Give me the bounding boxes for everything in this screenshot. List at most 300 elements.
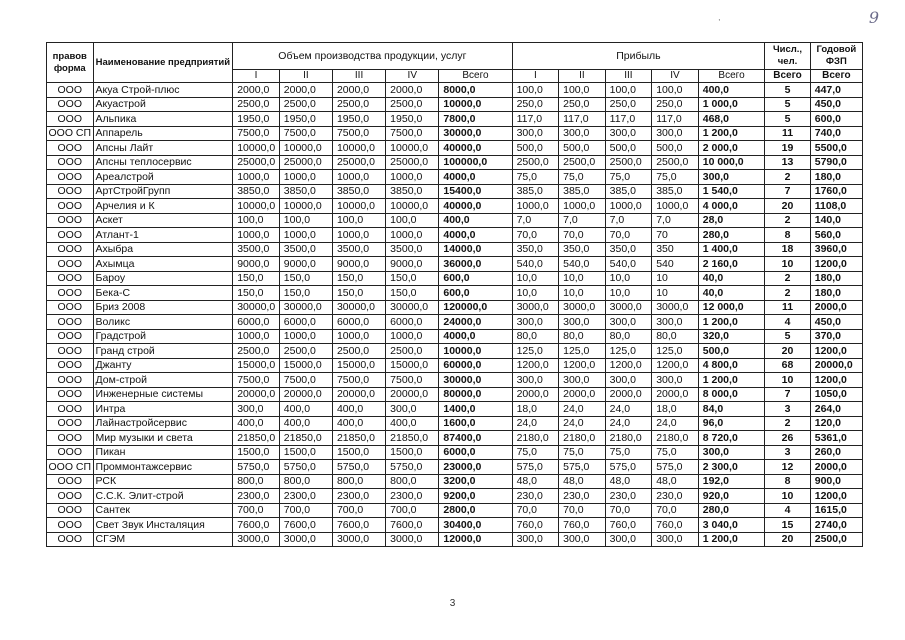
cell-volume-total: 9200,0 — [439, 489, 512, 504]
cell-volume-q1: 20000,0 — [233, 387, 280, 402]
cell-volume-q4: 800,0 — [386, 474, 439, 489]
header-volume: Объем производства продукции, услуг — [233, 43, 512, 70]
cell-volume-q3: 25000,0 — [332, 155, 385, 170]
cell-profit-q3: 2500,0 — [605, 155, 652, 170]
cell-employees: 5 — [765, 329, 810, 344]
cell-form: ООО — [47, 300, 94, 315]
cell-volume-q2: 20000,0 — [279, 387, 332, 402]
cell-volume-q3: 150,0 — [332, 286, 385, 301]
cell-volume-q2: 100,0 — [279, 213, 332, 228]
cell-profit-q3: 80,0 — [605, 329, 652, 344]
cell-volume-total: 4000,0 — [439, 228, 512, 243]
table-body — [47, 83, 863, 547]
cell-form: ООО — [47, 286, 94, 301]
cell-name: РСК — [93, 474, 233, 489]
cell-name: Пикан — [93, 445, 233, 460]
cell-name: Ареалстрой — [93, 170, 233, 185]
cell-payroll: 5790,0 — [810, 155, 862, 170]
cell-volume-q3: 700,0 — [332, 503, 385, 518]
cell-profit-q2: 300,0 — [559, 373, 606, 388]
cell-volume-total: 600,0 — [439, 286, 512, 301]
cell-profit-q3: 100,0 — [605, 83, 652, 98]
cell-profit-q3: 48,0 — [605, 474, 652, 489]
cell-employees: 7 — [765, 387, 810, 402]
cell-payroll: 450,0 — [810, 97, 862, 112]
cell-profit-total: 1 200,0 — [698, 315, 765, 330]
cell-name: Атлант-1 — [93, 228, 233, 243]
cell-profit-q1: 2000,0 — [512, 387, 559, 402]
cell-form: ООО — [47, 329, 94, 344]
cell-employees: 20 — [765, 532, 810, 547]
cell-profit-q4: 48,0 — [652, 474, 699, 489]
cell-profit-total: 2 300,0 — [698, 460, 765, 475]
cell-profit-q4: 500,0 — [652, 141, 699, 156]
cell-profit-q4: 70 — [652, 228, 699, 243]
cell-volume-q3: 1000,0 — [332, 329, 385, 344]
table-row — [47, 126, 863, 141]
cell-profit-q1: 1200,0 — [512, 358, 559, 373]
cell-profit-q1: 10,0 — [512, 286, 559, 301]
cell-volume-q2: 7500,0 — [279, 373, 332, 388]
cell-profit-q2: 70,0 — [559, 503, 606, 518]
cell-profit-total: 12 000,0 — [698, 300, 765, 315]
cell-profit-q3: 3000,0 — [605, 300, 652, 315]
cell-volume-q1: 100,0 — [233, 213, 280, 228]
cell-volume-q2: 7600,0 — [279, 518, 332, 533]
table-row — [47, 228, 863, 243]
cell-name: Акуастрой — [93, 97, 233, 112]
cell-profit-q3: 1200,0 — [605, 358, 652, 373]
cell-profit-q3: 70,0 — [605, 228, 652, 243]
cell-volume-q2: 30000,0 — [279, 300, 332, 315]
table-row — [47, 474, 863, 489]
cell-volume-q1: 1000,0 — [233, 228, 280, 243]
cell-volume-q1: 2500,0 — [233, 97, 280, 112]
cell-name: Ахыбра — [93, 242, 233, 257]
page-number: 3 — [449, 598, 456, 609]
cell-form: ООО — [47, 257, 94, 272]
cell-profit-total: 280,0 — [698, 228, 765, 243]
cell-volume-q1: 1500,0 — [233, 445, 280, 460]
cell-volume-q2: 7500,0 — [279, 126, 332, 141]
cell-employees: 20 — [765, 344, 810, 359]
cell-profit-q1: 10,0 — [512, 271, 559, 286]
cell-profit-total: 3 040,0 — [698, 518, 765, 533]
cell-employees: 19 — [765, 141, 810, 156]
cell-employees: 5 — [765, 83, 810, 98]
cell-profit-q2: 230,0 — [559, 489, 606, 504]
cell-form: ООО — [47, 431, 94, 446]
cell-form: ООО — [47, 213, 94, 228]
cell-volume-q3: 10000,0 — [332, 141, 385, 156]
cell-volume-q2: 2500,0 — [279, 344, 332, 359]
cell-payroll: 20000,0 — [810, 358, 862, 373]
cell-volume-q1: 15000,0 — [233, 358, 280, 373]
cell-volume-q4: 150,0 — [386, 271, 439, 286]
table-row — [47, 199, 863, 214]
cell-volume-q3: 800,0 — [332, 474, 385, 489]
cell-volume-q3: 7500,0 — [332, 126, 385, 141]
cell-volume-q2: 150,0 — [279, 286, 332, 301]
cell-volume-total: 60000,0 — [439, 358, 512, 373]
cell-volume-total: 14000,0 — [439, 242, 512, 257]
cell-profit-q4: 575,0 — [652, 460, 699, 475]
cell-volume-q2: 1000,0 — [279, 228, 332, 243]
header-profit-q4: IV — [652, 70, 699, 83]
cell-profit-total: 468,0 — [698, 112, 765, 127]
cell-profit-total: 28,0 — [698, 213, 765, 228]
cell-volume-q1: 400,0 — [233, 416, 280, 431]
cell-profit-q1: 2500,0 — [512, 155, 559, 170]
cell-profit-total: 300,0 — [698, 445, 765, 460]
cell-volume-q1: 3500,0 — [233, 242, 280, 257]
cell-payroll: 1050,0 — [810, 387, 862, 402]
table-row — [47, 532, 863, 547]
cell-form: ООО — [47, 242, 94, 257]
cell-payroll: 600,0 — [810, 112, 862, 127]
cell-form: ООО — [47, 489, 94, 504]
cell-profit-total: 2 160,0 — [698, 257, 765, 272]
cell-name: Джанту — [93, 358, 233, 373]
cell-form: ООО — [47, 315, 94, 330]
cell-payroll: 1200,0 — [810, 344, 862, 359]
table-row — [47, 431, 863, 446]
cell-name: Дом-строй — [93, 373, 233, 388]
cell-name: С.С.К. Элит-строй — [93, 489, 233, 504]
cell-profit-q3: 24,0 — [605, 416, 652, 431]
cell-volume-q3: 400,0 — [332, 402, 385, 417]
cell-profit-q2: 48,0 — [559, 474, 606, 489]
cell-profit-q3: 300,0 — [605, 532, 652, 547]
table-row — [47, 257, 863, 272]
cell-volume-q2: 2500,0 — [279, 97, 332, 112]
cell-profit-q4: 300,0 — [652, 126, 699, 141]
cell-name: Свет Звук Инсталяция — [93, 518, 233, 533]
header-profit-q2: II — [559, 70, 606, 83]
cell-volume-q2: 15000,0 — [279, 358, 332, 373]
cell-profit-q1: 75,0 — [512, 170, 559, 185]
cell-volume-total: 120000,0 — [439, 300, 512, 315]
cell-profit-total: 84,0 — [698, 402, 765, 417]
cell-volume-q2: 6000,0 — [279, 315, 332, 330]
cell-profit-q1: 575,0 — [512, 460, 559, 475]
cell-profit-q2: 1000,0 — [559, 199, 606, 214]
cell-employees: 8 — [765, 474, 810, 489]
cell-profit-q4: 75,0 — [652, 445, 699, 460]
cell-name: СГЭМ — [93, 532, 233, 547]
cell-volume-q2: 700,0 — [279, 503, 332, 518]
table-row — [47, 300, 863, 315]
table-row — [47, 213, 863, 228]
cell-volume-q4: 6000,0 — [386, 315, 439, 330]
cell-form: ООО — [47, 416, 94, 431]
cell-profit-q3: 500,0 — [605, 141, 652, 156]
cell-volume-q1: 5750,0 — [233, 460, 280, 475]
cell-volume-q2: 2000,0 — [279, 83, 332, 98]
cell-profit-q2: 575,0 — [559, 460, 606, 475]
cell-profit-total: 280,0 — [698, 503, 765, 518]
cell-volume-q4: 7600,0 — [386, 518, 439, 533]
cell-profit-q1: 100,0 — [512, 83, 559, 98]
cell-profit-q4: 760,0 — [652, 518, 699, 533]
cell-profit-q1: 385,0 — [512, 184, 559, 199]
cell-employees: 2 — [765, 286, 810, 301]
cell-volume-q1: 700,0 — [233, 503, 280, 518]
header-volume-q2: II — [279, 70, 332, 83]
cell-volume-q1: 1000,0 — [233, 329, 280, 344]
cell-profit-q1: 70,0 — [512, 503, 559, 518]
cell-profit-q3: 117,0 — [605, 112, 652, 127]
table-row — [47, 460, 863, 475]
cell-volume-total: 3200,0 — [439, 474, 512, 489]
cell-volume-q1: 2500,0 — [233, 344, 280, 359]
cell-employees: 11 — [765, 300, 810, 315]
cell-profit-total: 2 000,0 — [698, 141, 765, 156]
cell-name: Сантек — [93, 503, 233, 518]
cell-profit-q4: 117,0 — [652, 112, 699, 127]
cell-profit-q2: 2000,0 — [559, 387, 606, 402]
table-row — [47, 329, 863, 344]
cell-profit-q2: 3000,0 — [559, 300, 606, 315]
cell-volume-q4: 25000,0 — [386, 155, 439, 170]
cell-name: Бриз 2008 — [93, 300, 233, 315]
cell-volume-q2: 3000,0 — [279, 532, 332, 547]
cell-employees: 10 — [765, 257, 810, 272]
cell-volume-q1: 3000,0 — [233, 532, 280, 547]
cell-volume-q2: 2300,0 — [279, 489, 332, 504]
cell-volume-q3: 2500,0 — [332, 344, 385, 359]
cell-volume-q4: 10000,0 — [386, 141, 439, 156]
handwritten-page-mark: 9 — [868, 8, 879, 27]
cell-payroll: 180,0 — [810, 271, 862, 286]
cell-profit-q4: 7,0 — [652, 213, 699, 228]
cell-volume-q3: 5750,0 — [332, 460, 385, 475]
cell-volume-q4: 1000,0 — [386, 329, 439, 344]
cell-volume-q3: 100,0 — [332, 213, 385, 228]
cell-payroll: 1200,0 — [810, 257, 862, 272]
cell-profit-total: 4 800,0 — [698, 358, 765, 373]
cell-profit-q1: 24,0 — [512, 416, 559, 431]
cell-profit-q2: 540,0 — [559, 257, 606, 272]
cell-profit-q2: 250,0 — [559, 97, 606, 112]
cell-volume-q4: 3850,0 — [386, 184, 439, 199]
cell-profit-q1: 1000,0 — [512, 199, 559, 214]
cell-payroll: 260,0 — [810, 445, 862, 460]
cell-profit-q1: 300,0 — [512, 315, 559, 330]
cell-profit-q3: 250,0 — [605, 97, 652, 112]
cell-profit-q4: 125,0 — [652, 344, 699, 359]
cell-name: Воликс — [93, 315, 233, 330]
cell-volume-q2: 9000,0 — [279, 257, 332, 272]
cell-volume-q3: 21850,0 — [332, 431, 385, 446]
cell-payroll: 264,0 — [810, 402, 862, 417]
cell-form: ООО — [47, 518, 94, 533]
cell-volume-q4: 1000,0 — [386, 228, 439, 243]
table-row — [47, 387, 863, 402]
cell-volume-total: 4000,0 — [439, 329, 512, 344]
cell-profit-q4: 10 — [652, 286, 699, 301]
cell-volume-q1: 30000,0 — [233, 300, 280, 315]
cell-form: ООО — [47, 112, 94, 127]
header-payroll-total: Всего — [810, 70, 862, 83]
cell-form: ООО — [47, 83, 94, 98]
cell-name: Акуа Строй-плюс — [93, 83, 233, 98]
cell-profit-q4: 1200,0 — [652, 358, 699, 373]
cell-profit-total: 96,0 — [698, 416, 765, 431]
cell-profit-total: 8 720,0 — [698, 431, 765, 446]
cell-payroll: 120,0 — [810, 416, 862, 431]
cell-volume-q3: 20000,0 — [332, 387, 385, 402]
cell-volume-q1: 300,0 — [233, 402, 280, 417]
cell-volume-q3: 7500,0 — [332, 373, 385, 388]
cell-form: ООО — [47, 228, 94, 243]
cell-profit-total: 1 200,0 — [698, 532, 765, 547]
cell-profit-q1: 7,0 — [512, 213, 559, 228]
cell-payroll: 3960,0 — [810, 242, 862, 257]
cell-profit-total: 1 540,0 — [698, 184, 765, 199]
cell-profit-q2: 350,0 — [559, 242, 606, 257]
cell-profit-q1: 18,0 — [512, 402, 559, 417]
cell-volume-total: 23000,0 — [439, 460, 512, 475]
cell-profit-total: 400,0 — [698, 83, 765, 98]
cell-volume-total: 30400,0 — [439, 518, 512, 533]
cell-volume-total: 40000,0 — [439, 141, 512, 156]
cell-profit-q4: 300,0 — [652, 373, 699, 388]
cell-profit-q2: 10,0 — [559, 271, 606, 286]
cell-name: Мир музыки и света — [93, 431, 233, 446]
cell-profit-q2: 75,0 — [559, 170, 606, 185]
header-volume-q4: IV — [386, 70, 439, 83]
cell-volume-q1: 150,0 — [233, 271, 280, 286]
cell-payroll: 2500,0 — [810, 532, 862, 547]
cell-volume-q3: 150,0 — [332, 271, 385, 286]
cell-profit-q2: 125,0 — [559, 344, 606, 359]
cell-profit-q1: 80,0 — [512, 329, 559, 344]
cell-profit-total: 320,0 — [698, 329, 765, 344]
cell-volume-q2: 400,0 — [279, 402, 332, 417]
cell-volume-q3: 3850,0 — [332, 184, 385, 199]
cell-volume-q4: 1500,0 — [386, 445, 439, 460]
cell-profit-q4: 100,0 — [652, 83, 699, 98]
cell-profit-q3: 75,0 — [605, 445, 652, 460]
cell-volume-q4: 1000,0 — [386, 170, 439, 185]
cell-profit-q2: 24,0 — [559, 402, 606, 417]
cell-payroll: 5361,0 — [810, 431, 862, 446]
cell-profit-q3: 10,0 — [605, 286, 652, 301]
cell-volume-q4: 20000,0 — [386, 387, 439, 402]
cell-volume-q2: 1950,0 — [279, 112, 332, 127]
cell-volume-q4: 700,0 — [386, 503, 439, 518]
cell-volume-q4: 7500,0 — [386, 126, 439, 141]
cell-volume-q2: 25000,0 — [279, 155, 332, 170]
header-employees-total: Всего — [765, 70, 810, 83]
cell-profit-q4: 300,0 — [652, 315, 699, 330]
cell-name: Градстрой — [93, 329, 233, 344]
cell-volume-q4: 2000,0 — [386, 83, 439, 98]
cell-profit-q1: 300,0 — [512, 373, 559, 388]
cell-profit-q3: 70,0 — [605, 503, 652, 518]
table-row — [47, 518, 863, 533]
cell-employees: 11 — [765, 126, 810, 141]
cell-profit-q4: 2500,0 — [652, 155, 699, 170]
cell-volume-q1: 7600,0 — [233, 518, 280, 533]
cell-profit-q1: 2180,0 — [512, 431, 559, 446]
cell-volume-total: 6000,0 — [439, 445, 512, 460]
cell-profit-q2: 385,0 — [559, 184, 606, 199]
cell-volume-q4: 300,0 — [386, 402, 439, 417]
cell-volume-q2: 1500,0 — [279, 445, 332, 460]
cell-volume-total: 4000,0 — [439, 170, 512, 185]
header-profit-q3: III — [605, 70, 652, 83]
cell-payroll: 560,0 — [810, 228, 862, 243]
cell-volume-q4: 2300,0 — [386, 489, 439, 504]
cell-volume-total: 12000,0 — [439, 532, 512, 547]
cell-profit-q3: 125,0 — [605, 344, 652, 359]
table-row — [47, 184, 863, 199]
cell-payroll: 1615,0 — [810, 503, 862, 518]
cell-volume-q1: 7500,0 — [233, 126, 280, 141]
cell-volume-q4: 7500,0 — [386, 373, 439, 388]
header-employees: Числ., чел. — [765, 43, 810, 70]
cell-volume-q1: 1000,0 — [233, 170, 280, 185]
cell-employees: 15 — [765, 518, 810, 533]
cell-employees: 5 — [765, 112, 810, 127]
cell-name: Альпика — [93, 112, 233, 127]
cell-profit-q2: 2500,0 — [559, 155, 606, 170]
cell-profit-q1: 125,0 — [512, 344, 559, 359]
cell-form: ООО — [47, 387, 94, 402]
cell-profit-q2: 300,0 — [559, 126, 606, 141]
cell-name: Интра — [93, 402, 233, 417]
cell-volume-q3: 1000,0 — [332, 170, 385, 185]
cell-volume-q2: 5750,0 — [279, 460, 332, 475]
cell-profit-q3: 575,0 — [605, 460, 652, 475]
cell-form: ООО СП — [48, 127, 92, 140]
cell-profit-q3: 7,0 — [605, 213, 652, 228]
cell-profit-q4: 300,0 — [652, 532, 699, 547]
cell-payroll: 1760,0 — [810, 184, 862, 199]
cell-profit-q3: 75,0 — [605, 170, 652, 185]
cell-profit-q2: 70,0 — [559, 228, 606, 243]
cell-payroll: 1200,0 — [810, 373, 862, 388]
cell-volume-q3: 10000,0 — [332, 199, 385, 214]
table-row — [47, 445, 863, 460]
cell-volume-total: 7800,0 — [439, 112, 512, 127]
cell-volume-q3: 1950,0 — [332, 112, 385, 127]
cell-profit-q2: 117,0 — [559, 112, 606, 127]
cell-profit-q1: 230,0 — [512, 489, 559, 504]
cell-employees: 4 — [765, 503, 810, 518]
cell-name: Аскет — [93, 213, 233, 228]
cell-volume-q2: 10000,0 — [279, 141, 332, 156]
cell-profit-q2: 500,0 — [559, 141, 606, 156]
table-row — [47, 141, 863, 156]
cell-volume-q2: 1000,0 — [279, 170, 332, 185]
cell-volume-q4: 100,0 — [386, 213, 439, 228]
cell-employees: 12 — [765, 460, 810, 475]
cell-profit-q1: 117,0 — [512, 112, 559, 127]
cell-profit-q3: 24,0 — [605, 402, 652, 417]
cell-volume-q1: 1950,0 — [233, 112, 280, 127]
cell-profit-q2: 80,0 — [559, 329, 606, 344]
cell-volume-q4: 10000,0 — [386, 199, 439, 214]
cell-profit-q4: 70,0 — [652, 503, 699, 518]
cell-form: ООО СП — [48, 460, 92, 473]
cell-employees: 18 — [765, 242, 810, 257]
cell-volume-q1: 6000,0 — [233, 315, 280, 330]
cell-profit-total: 40,0 — [698, 271, 765, 286]
header-volume-q1: I — [233, 70, 280, 83]
